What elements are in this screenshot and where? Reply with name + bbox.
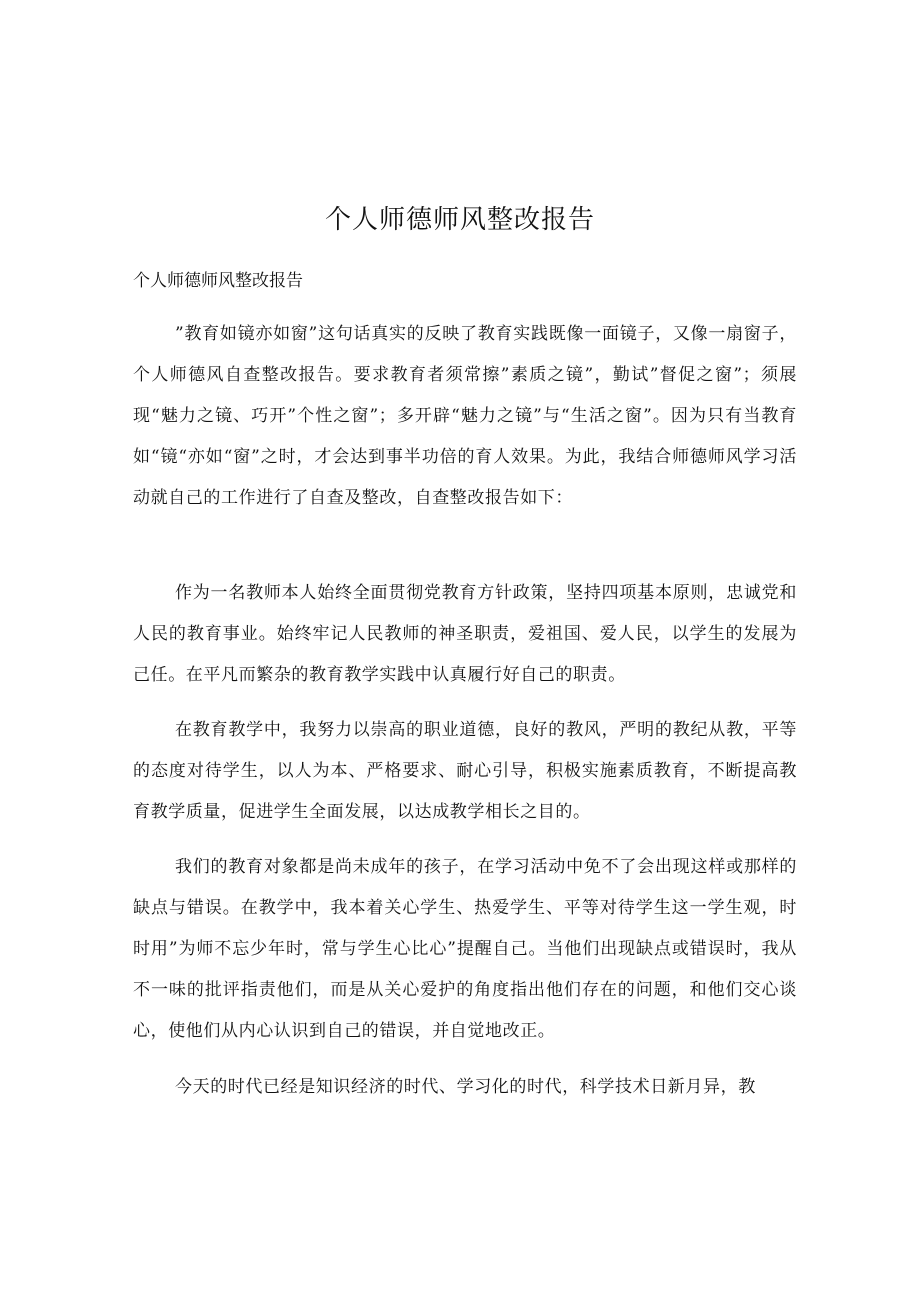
document-subtitle: 个人师德师风整改报告 [133,271,303,291]
paragraph-intro: ”教育如镜亦如窗”这句话真实的反映了教育实践既像一面镜子，又像一扇窗子，个人师德风自查整改报告。要求教育者须常擦”素质之镜”，勤试”督促之窗”；须展现“魅力之镜、巧开”个性之窗”；多开辟“魅力之镜”与“生活之窗”。因为只有当教育如“镜“亦如“窗”之时，才会达到事半功倍的育人效果。为此，我结合师德师风学习活动就自己的工作进行了自查及整改，自查整改报告如下： [133,324,797,508]
paragraph-teaching: 在教育教学中，我努力以崇高的职业道德，良好的教风，严明的教纪从教，平等的态度对待学生，以人为本、严格要求、耐心引导，积极实施素质教育，不断提高教育教学质量，促进学生全面发展，以达成教学相长之目的。 [133,720,797,822]
document-title: 个人师德师风整改报告 [324,205,595,235]
paragraph-students: 我们的教育对象都是尚未成年的孩子，在学习活动中免不了会出现这样或那样的缺点与错误。在教学中，我本着关心学生、热爱学生、平等对待学生这一学生观，时时用”为师不忘少年时，常与学生心比心”提醒自己。当他们出现缺点或错误时，我从不一味的批评指责他们，而是从关心爱护的角度指出他们存在的问题，和他们交心谈心，使他们从内心认识到自己的错误，并自觉地改正。 [133,857,797,1041]
paragraph-era: 今天的时代已经是知识经济的时代、学习化的时代，科学技术日新月异，教 [175,1077,756,1097]
paragraph-duty: 作为一名教师本人始终全面贯彻党教育方针政策，坚持四项基本原则，忠诚党和人民的教育事业。始终牢记人民教师的神圣职责，爱祖国、爱人民，以学生的发展为己任。在平凡而繁杂的教育教学实践中认真履行好自己的职责。 [133,583,797,685]
